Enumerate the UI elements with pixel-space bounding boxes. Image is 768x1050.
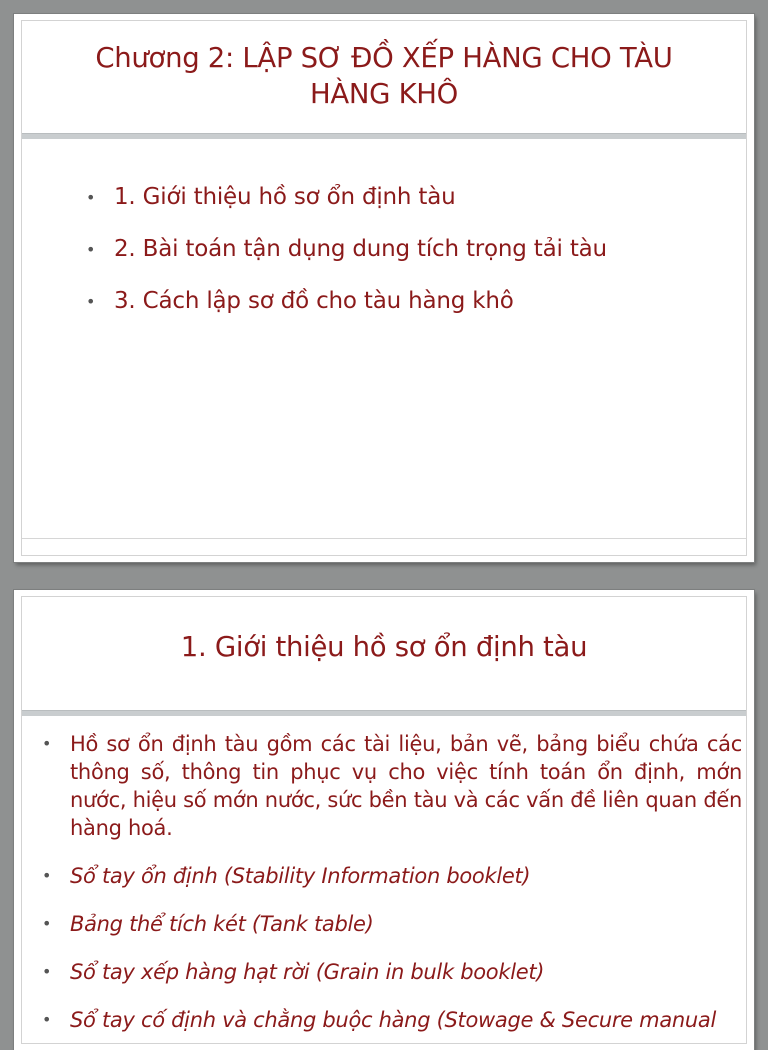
agenda-item-text: 2. Bài toán tận dụng dung tích trọng tải tàu (114, 236, 607, 262)
agenda-item (86, 182, 726, 212)
slide-2 (14, 590, 754, 1050)
footer-divider (22, 538, 746, 539)
slide-1-title (22, 40, 746, 112)
agenda-item (86, 286, 726, 316)
bullet-icon: • (42, 1010, 52, 1029)
slide-1 (14, 14, 754, 562)
content-paragraph-text: Hồ sơ ổn định tàu gồm các tài liệu, bản vẽ, bảng biểu chứa các thông số, thông tin phục vụ cho việc tính toán ổn định, mớn nước, hiệu số mớn nước, sức bền tàu và các vấn đề liên quan đến hàng hoá. (70, 732, 742, 840)
content-item (42, 1006, 742, 1034)
bullet-icon: • (86, 188, 96, 207)
content-item-text: Bảng thể tích két (Tank table) (70, 912, 374, 936)
content-item (42, 910, 742, 938)
bullet-icon: • (42, 866, 52, 885)
agenda-item (86, 234, 726, 264)
content-item (42, 862, 742, 890)
slide-1-title-line-2: HÀNG KHÔ (309, 78, 459, 110)
slide-1-title-line-1: Chương 2: LẬP SƠ ĐỒ XẾP HÀNG CHO TÀU (95, 42, 673, 74)
bullet-icon: • (42, 962, 52, 981)
bullet-icon: • (42, 914, 52, 933)
content-list (42, 730, 742, 1050)
agenda-item-text: 3. Cách lập sơ đồ cho tàu hàng khô (114, 288, 514, 314)
content-item-text: Sổ tay ổn định (Stability Information booklet) (70, 864, 531, 888)
bullet-icon: • (86, 292, 96, 311)
agenda-list (86, 182, 726, 338)
content-paragraph (42, 730, 742, 842)
title-divider (22, 710, 746, 716)
content-item-text: Sổ tay xếp hàng hạt rời (Grain in bulk booklet) (70, 960, 545, 984)
agenda-item-text: 1. Giới thiệu hồ sơ ổn định tàu (114, 184, 456, 210)
bullet-icon: • (42, 734, 52, 753)
slide-2-title: 1. Giới thiệu hồ sơ ổn định tàu (180, 631, 588, 663)
content-item (42, 958, 742, 986)
content-item-text: Sổ tay cố định và chằng buộc hàng (Stowage & Secure manual (70, 1008, 717, 1032)
bullet-icon: • (86, 240, 96, 259)
title-divider (22, 133, 746, 139)
